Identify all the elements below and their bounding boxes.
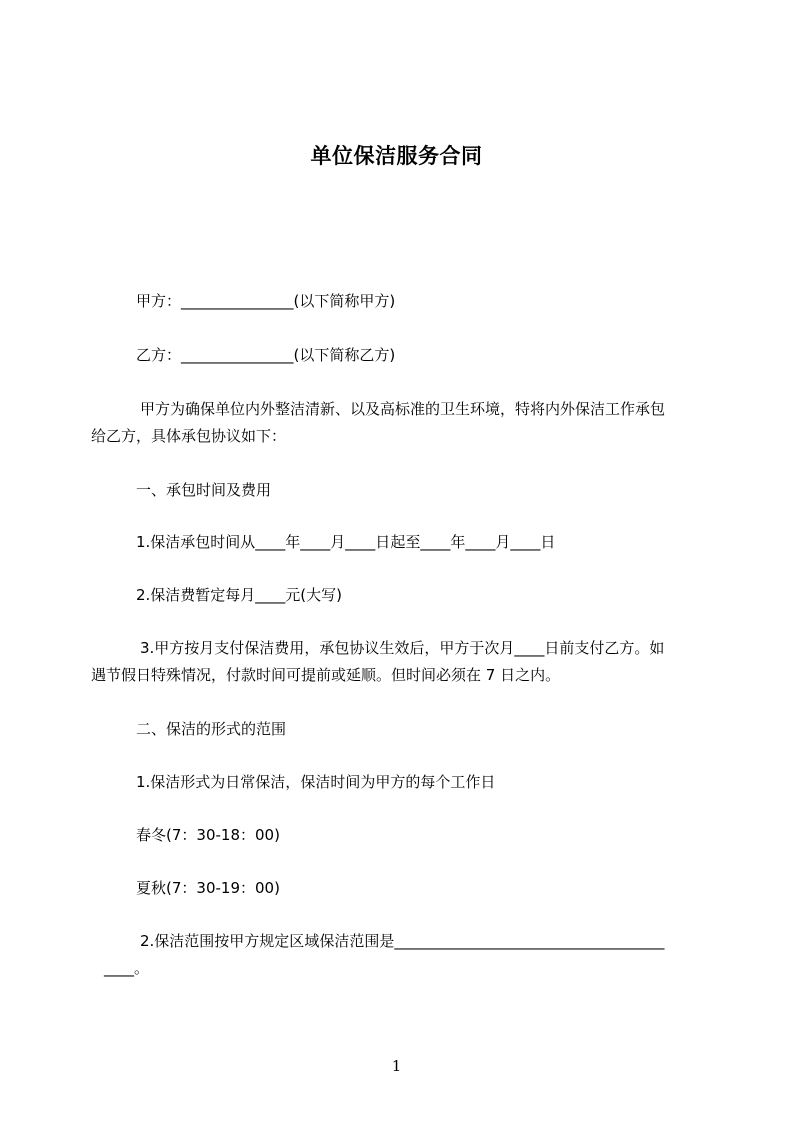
section-heading-2: 二、保洁的形式的范围 <box>136 720 287 738</box>
page-number: 1 <box>391 1057 402 1075</box>
intro-paragraph-line-1: 甲方为确保单位内外整洁清新、以及高标准的卫生环境，特将内外保洁工作承包 <box>140 400 666 418</box>
clause-1-2: 2.保洁费暂定每月____元(大写) <box>136 586 343 604</box>
clause-1-3-line-2: 遇节假日特殊情况，付款时间可提前或延顺。但时间必须在 7 日之内。 <box>91 666 561 684</box>
summer-autumn-hours: 夏秋(7：30-19：00) <box>136 879 280 897</box>
clause-1-1: 1.保洁承包时间从____年____月____日起至____年____月____日 <box>136 533 556 551</box>
clause-2-1: 1.保洁形式为日常保洁，保洁时间为甲方的每个工作日 <box>136 773 496 791</box>
party-a-line: 甲方：_______________(以下简称甲方) <box>136 292 396 310</box>
document-title: 单位保洁服务合同 <box>310 144 483 168</box>
clause-2-2-line-1: 2.保洁范围按甲方规定区域保洁范围是____________________________________ <box>140 932 665 950</box>
spring-winter-hours: 春冬(7：30-18：00) <box>136 826 280 844</box>
party-b-line: 乙方：_______________(以下简称乙方) <box>136 346 396 364</box>
clause-2-2-line-2: ____。 <box>104 959 150 977</box>
clause-1-3-line-1: 3.甲方按月支付保洁费用，承包协议生效后，甲方于次月____日前支付乙方。如 <box>140 639 665 657</box>
section-heading-1: 一、承包时间及费用 <box>136 481 272 499</box>
intro-paragraph-line-2: 给乙方，具体承包协议如下： <box>91 427 287 445</box>
